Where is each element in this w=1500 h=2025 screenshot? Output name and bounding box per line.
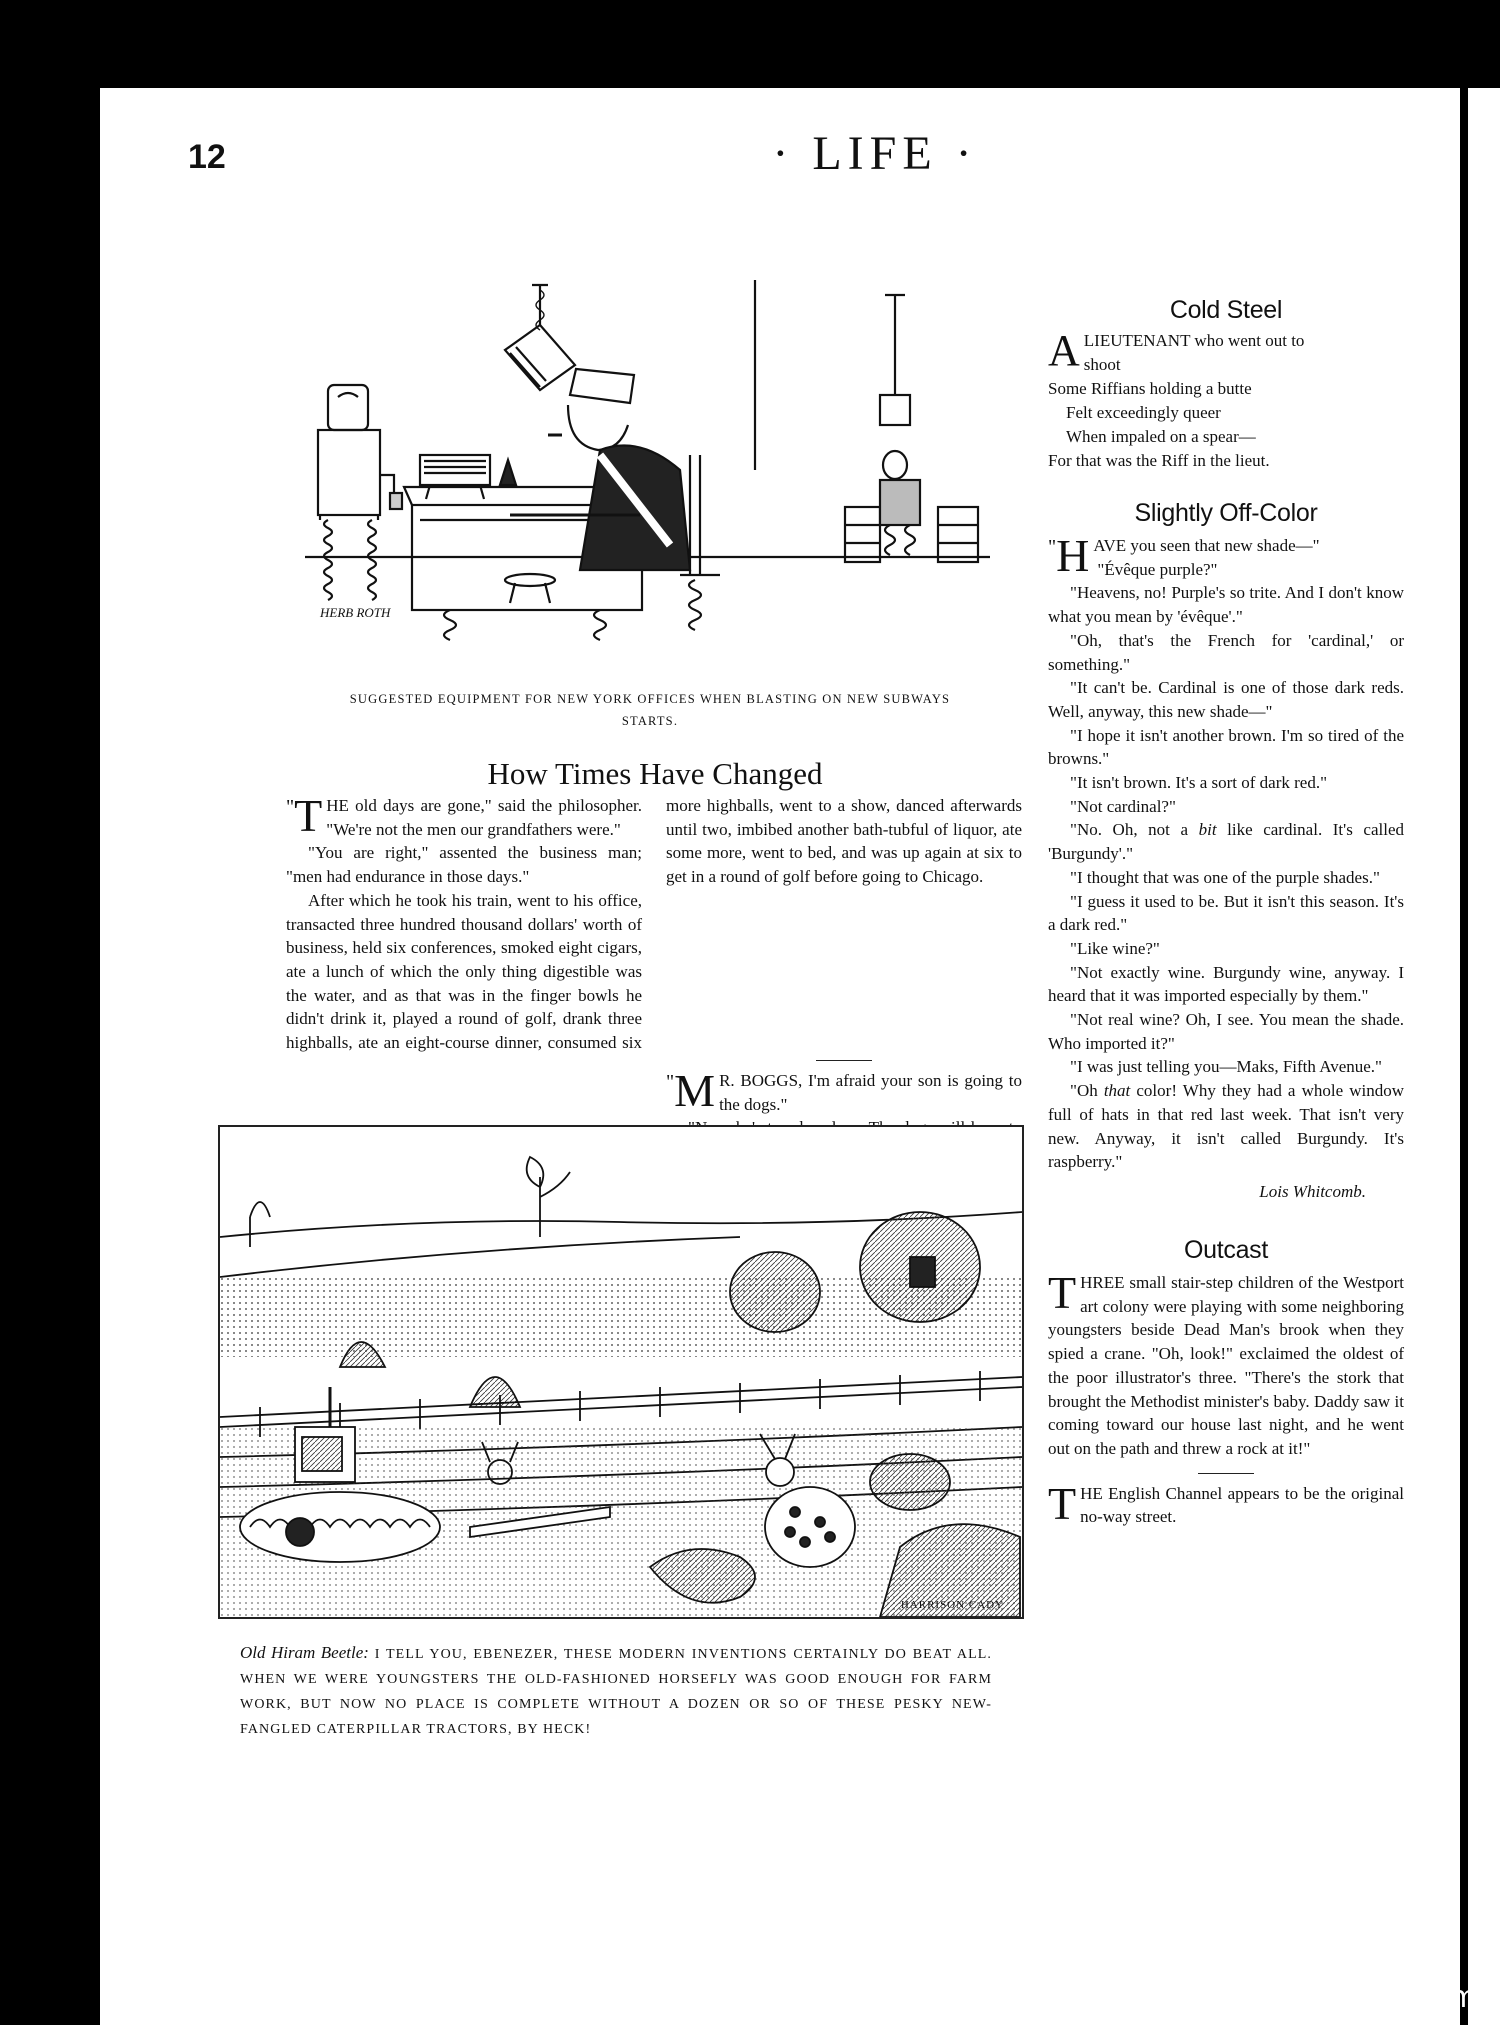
article1-continuation-space	[666, 794, 1022, 1050]
cartoon2-caption-text: I TELL YOU, EBENEZER, THESE MODERN INVENTIONS CERTAINLY DO BEAT ALL. WHEN WE WERE YOUNGSTERS THE OLD-FASHIONED HORSEFLY WAS GOOD ENOUGH FOR FARM WORK, BUT NOW NO PLACE IS COMPLETE WITHOUT A DOZEN OR SO OF THESE PESKY NEW-FANGLED CATERPILLAR TRACTORS, BY HECK!	[240, 1647, 992, 1737]
article1-para1	[286, 794, 642, 841]
cartoon2-speaker: Old Hiram Beetle:	[240, 1643, 369, 1662]
channel-para1	[1048, 1477, 1404, 1529]
off-color-p10: "I guess it used to be. But it isn't this season. It's a dark red."	[1048, 891, 1404, 935]
cold-steel-line1b: shoot	[1083, 355, 1121, 374]
next-page-edge	[1468, 88, 1500, 2025]
outcast-story	[1048, 1266, 1404, 1461]
off-color-p15-a: "Oh	[1070, 1081, 1104, 1101]
cold-steel-line2: Some Riffians holding a butte	[1048, 379, 1252, 398]
off-color-p13: "Not real wine? Oh, I see. You mean the shade. Who imported it?"	[1048, 1010, 1404, 1053]
outcast-para1-text: HREE small stair-step children of the Westport art colony were playing with some neighboring youngsters beside Dead Man's brook when they spied a crane. "Oh, look!" exclaimed the oldest of the poor illustrator's three. "There's the stork that brought the Methodist minister's baby. Daddy saw it coming toward our house last night, and he went out on the path and threw a rock at it!"	[1048, 1272, 1404, 1458]
masthead: · LIFE ·	[772, 127, 978, 180]
divider-rule-right	[1198, 1473, 1254, 1474]
watermark: comicbooks.com	[1226, 1980, 1478, 2015]
off-color-p14: "I was just telling you—Maks, Fifth Avenue."	[1070, 1057, 1382, 1077]
off-color-p8-b: like cardinal. It's called 'Burgundy'."	[1048, 820, 1404, 864]
article1-open-quote: "	[286, 796, 295, 818]
article1-para2: "You are right," assented the business man; "men had endurance in those days."	[286, 843, 642, 887]
off-color-title: Slightly Off-Color	[1134, 499, 1318, 527]
off-color-p15-b: color! Why they had a whole window full of hats in that red last week. That isn't very new. Anyway, it isn't called Burgundy. It's raspberry."	[1048, 1081, 1405, 1172]
off-color-drop-cap: H	[1056, 530, 1090, 581]
cold-steel-line4: When impaled on a spear—	[1066, 427, 1256, 446]
cartoon2-signature: HARRISON CADY	[900, 1599, 1004, 1611]
outcast-drop-cap: T	[1048, 1266, 1077, 1318]
article1-title: How Times Have Changed	[487, 756, 823, 791]
office-cartoon	[300, 275, 995, 655]
outcast-para1	[1048, 1266, 1404, 1461]
off-color-p12: "Not exactly wine. Burgundy wine, anyway. I heard that it was imported especially by them."	[1048, 962, 1404, 1006]
off-color-p9: "I thought that was one of the purple shades."	[1070, 867, 1380, 887]
farm-cartoon-drawing	[220, 1127, 1022, 1617]
cartoon1-signature: HERB ROTH	[320, 605, 391, 620]
cartoon1-caption	[280, 688, 1020, 732]
cold-steel-line3: Felt exceedingly queer	[1066, 403, 1221, 422]
off-color-open-quote: "	[1048, 536, 1057, 558]
off-color-signature: Lois Whitcomb.	[1259, 1181, 1366, 1201]
cold-steel-poem	[1048, 326, 1404, 473]
boggs-para1-text: R. BOGGS, I'm afraid your son is going to the dogs."	[719, 1071, 1022, 1114]
off-color-p8-a: "No. Oh, not a	[1070, 820, 1199, 840]
channel-para1-text: HE English Channel appears to be the original no-way street.	[1080, 1483, 1404, 1527]
outcast-title: Outcast	[1183, 1235, 1269, 1264]
article1-para3-text: After which he took his train, went to his office, transacted three hundred thousand dollars' worth of business, held six conferences, smoked eight cigars, ate a lunch of which the only thing digestible was the water, and as that was in the finger bowls he didn't drink it, played a round of golf, drank three highballs, ate an eight-course dinner, consumed six more highballs, went to a show, danced afterwards until two, imbibed another bath-tubful of liquor, ate some more, went to bed, and was up again at six to get in a round of golf before going to Chicago.	[286, 796, 1022, 1053]
cartoon1-caption-line1: SUGGESTED EQUIPMENT FOR NEW YORK OFFICES WHEN BLASTING ON NEW SUBWAYS	[349, 692, 951, 706]
off-color-p11: "Like wine?"	[1070, 938, 1160, 958]
divider-rule	[816, 1060, 872, 1061]
cold-steel-drop-cap: A	[1048, 326, 1080, 375]
article1-drop-cap: T	[294, 794, 323, 841]
page-number: 12	[188, 138, 226, 176]
cold-steel-line5: For that was the Riff in the lieut.	[1048, 451, 1270, 470]
off-color-p15-em: that	[1103, 1081, 1131, 1101]
office-cartoon-drawing	[300, 275, 995, 655]
off-color-p1a: AVE you seen that new shade—"	[1093, 536, 1320, 555]
cold-steel-title: Cold Steel	[1169, 296, 1283, 324]
off-color-p5: "I hope it isn't another brown. I'm so tired of the browns."	[1048, 725, 1404, 769]
off-color-p2: "Heavens, no! Purple's so trite. And I don't know what you mean by 'évêque'."	[1048, 583, 1404, 627]
boggs-open-quote: "	[666, 1071, 675, 1093]
cartoon1-caption-line2: STARTS.	[621, 714, 679, 728]
off-color-p8-em: bit	[1198, 820, 1217, 840]
right-column	[1048, 296, 1404, 1529]
off-color-p1b: "Évêque purple?"	[1097, 559, 1218, 579]
off-color-p8	[1048, 818, 1404, 865]
channel-drop-cap: T	[1048, 1477, 1077, 1529]
off-color-p3: "Oh, that's the French for 'cardinal,' or something."	[1048, 630, 1404, 674]
off-color-p15	[1048, 1079, 1404, 1174]
article1-col2	[666, 794, 1022, 1164]
off-color-p7: "Not cardinal?"	[1070, 796, 1176, 816]
cold-steel-line1a: LIEUTENANT who went out to	[1083, 331, 1305, 350]
farm-cartoon	[218, 1125, 1024, 1619]
off-color-p4: "It can't be. Cardinal is one of those dark reds. Well, anyway, this new shade—"	[1048, 678, 1404, 721]
off-color-story	[1048, 530, 1405, 1174]
boggs-drop-cap: M	[674, 1065, 716, 1116]
channel-joke	[1048, 1477, 1404, 1529]
article1-para1-text: HE old days are gone," said the philosopher. "We're not the men our grandfathers were."	[326, 796, 642, 839]
off-color-p6: "It isn't brown. It's a sort of dark red."	[1070, 773, 1328, 793]
off-color-para1	[1048, 530, 1404, 581]
boggs-para1	[666, 1065, 1022, 1116]
cartoon2-caption	[240, 1640, 992, 1742]
